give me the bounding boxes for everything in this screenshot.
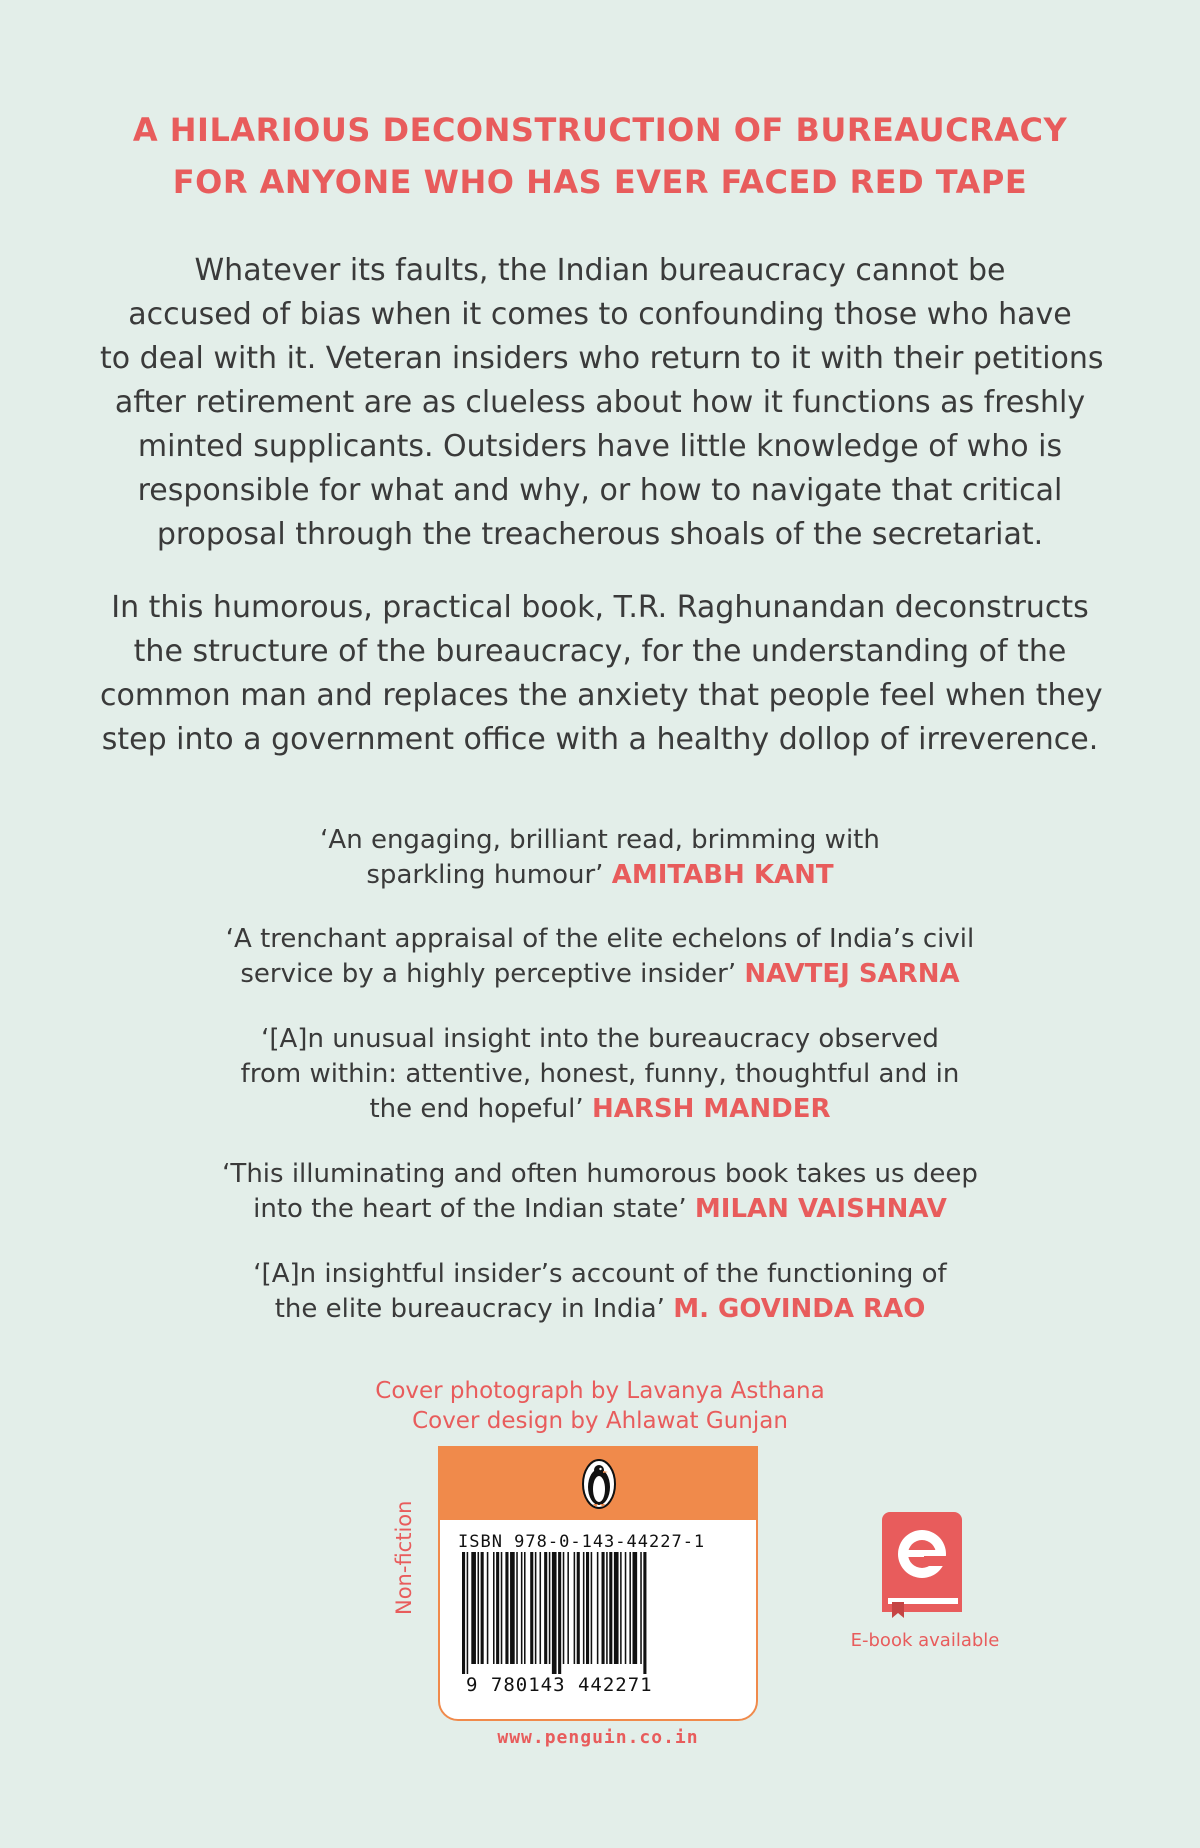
text-line: proposal through the treacherous shoals of the secretariat. — [156, 517, 1044, 552]
text-line: the structure of the bureaucracy, for the understanding of the — [133, 634, 1067, 669]
barcode-bar — [478, 1552, 480, 1664]
text-line: step into a government office with a healthy dollop of irreverence. — [101, 722, 1099, 757]
barcode-bar — [544, 1552, 547, 1664]
barcode-bar — [521, 1552, 523, 1664]
quote-line: ‘[A]n insightful insider’s account of the functioning of — [253, 1259, 947, 1289]
penguin-logo-icon — [581, 1458, 617, 1510]
quote-author: HARSH MANDER — [591, 1094, 831, 1124]
design-credit: Cover design by Ahlawat Gunjan — [412, 1408, 788, 1434]
review-quote — [150, 1257, 1050, 1327]
barcode-bar — [602, 1552, 605, 1664]
quote-line: from within: attentive, honest, funny, thoughtful and in — [240, 1059, 960, 1089]
barcode-bar — [524, 1552, 526, 1664]
barcode-bar — [558, 1552, 561, 1674]
barcode-bar — [462, 1552, 465, 1674]
barcode-bar — [496, 1552, 499, 1664]
barcode-bar — [620, 1552, 622, 1664]
text-line: after retirement are as clueless about how it functions as freshly — [114, 385, 1086, 420]
text-line: common man and replaces the anxiety that people feel when they — [100, 678, 1103, 713]
barcode-bar — [606, 1552, 608, 1664]
barcode-bar — [577, 1552, 580, 1664]
barcode-bar — [609, 1552, 612, 1664]
quote-author: AMITABH KANT — [611, 860, 834, 890]
barcode-bar — [493, 1552, 495, 1664]
barcode-bar — [535, 1552, 537, 1664]
quote-author: M. GOVINDA RAO — [673, 1294, 926, 1324]
barcode-bar — [467, 1552, 469, 1674]
text-line: to deal with it. Veteran insiders who return to it with their petitions — [100, 341, 1104, 376]
barcode-bar — [625, 1552, 627, 1664]
barcode-bar — [643, 1552, 646, 1674]
barcode-bar — [481, 1552, 484, 1664]
photo-credit: Cover photograph by Lavanya Asthana — [375, 1378, 825, 1404]
headline-line-2: FOR ANYONE WHO HAS EVER FACED RED TAPE — [172, 163, 1028, 201]
quote-line-last — [150, 1092, 1050, 1127]
quote-line: ‘An engaging, brilliant read, brimming with — [320, 825, 880, 855]
quote-line: ‘[A]n unusual insight into the bureaucracy observed — [261, 1024, 939, 1054]
ebook-label: E-book available — [850, 1630, 1000, 1651]
review-quote — [150, 823, 1050, 893]
barcode-bar — [614, 1552, 619, 1664]
ebook-icon — [880, 1510, 964, 1620]
barcode-bars — [454, 1552, 746, 1674]
publisher-url[interactable]: www.penguin.co.in — [497, 1727, 699, 1748]
barcode-panel — [438, 1446, 758, 1721]
review-quote — [150, 1022, 1050, 1127]
review-quote — [150, 922, 1050, 992]
cover-credits — [300, 1376, 900, 1436]
quote-line: ‘This illuminating and often humorous book takes us deep — [222, 1159, 978, 1189]
penguin-band — [440, 1448, 756, 1520]
category-label: Non-fiction — [392, 1500, 416, 1615]
headline-line-1: A HILARIOUS DECONSTRUCTION OF BUREAUCRACY — [132, 111, 1068, 149]
quote-text: the elite bureaucracy in India’ — [274, 1294, 665, 1324]
barcode-bar — [597, 1552, 599, 1664]
barcode-bar — [471, 1552, 476, 1664]
quote-line: ‘A trenchant appraisal of the elite echelons of India’s civil — [225, 924, 975, 954]
barcode-bar — [563, 1552, 565, 1664]
quote-line-last — [150, 957, 1050, 992]
barcode-bar — [629, 1552, 631, 1664]
quote-line-last — [150, 1292, 1050, 1327]
quote-line-last — [150, 858, 1050, 893]
barcode-bar — [505, 1552, 508, 1664]
quote-text: the end hopeful’ — [369, 1094, 584, 1124]
blurb-paragraph-2 — [100, 586, 1103, 762]
review-quote — [150, 1157, 1050, 1227]
headline — [0, 104, 1200, 208]
barcode-bar — [540, 1552, 542, 1664]
barcode-bar — [516, 1552, 518, 1664]
text-line: accused of bias when it comes to confounding those who have — [128, 297, 1072, 332]
barcode-bar — [574, 1552, 576, 1664]
text-line: minted supplicants. Outsiders have little knowledge of who is — [137, 429, 1063, 464]
barcode-bar — [552, 1552, 557, 1674]
barcode-bar — [640, 1552, 642, 1664]
quote-text: sparkling humour’ — [366, 860, 604, 890]
quote-author: MILAN VAISHNAV — [694, 1194, 947, 1224]
blurb-paragraph-1 — [100, 249, 1104, 557]
barcode-bar — [591, 1552, 593, 1664]
barcode-bar — [549, 1552, 551, 1664]
quote-text: service by a highly perceptive insider’ — [240, 959, 737, 989]
barcode-bar — [567, 1552, 569, 1664]
isbn-text: ISBN 978-0-143-44227-1 — [458, 1532, 706, 1552]
barcode-bar — [510, 1552, 515, 1664]
quote-line-last — [150, 1192, 1050, 1227]
quote-author: NAVTEJ SARNA — [744, 959, 960, 989]
quote-text: into the heart of the Indian state’ — [253, 1194, 687, 1224]
barcode-bar — [501, 1552, 503, 1664]
barcode-bar — [633, 1552, 638, 1664]
barcode-bar — [583, 1552, 585, 1664]
barcode-bar — [530, 1552, 533, 1664]
text-line: responsible for what and why, or how to navigate that critical — [137, 473, 1063, 508]
text-line: Whatever its faults, the Indian bureaucracy cannot be — [194, 253, 1006, 288]
text-line: In this humorous, practical book, T.R. Raghunandan deconstructs — [111, 590, 1089, 625]
barcode-bar — [586, 1552, 589, 1664]
barcode-digits: 9 780143 442271 — [466, 1674, 653, 1696]
barcode-bar — [487, 1552, 489, 1664]
